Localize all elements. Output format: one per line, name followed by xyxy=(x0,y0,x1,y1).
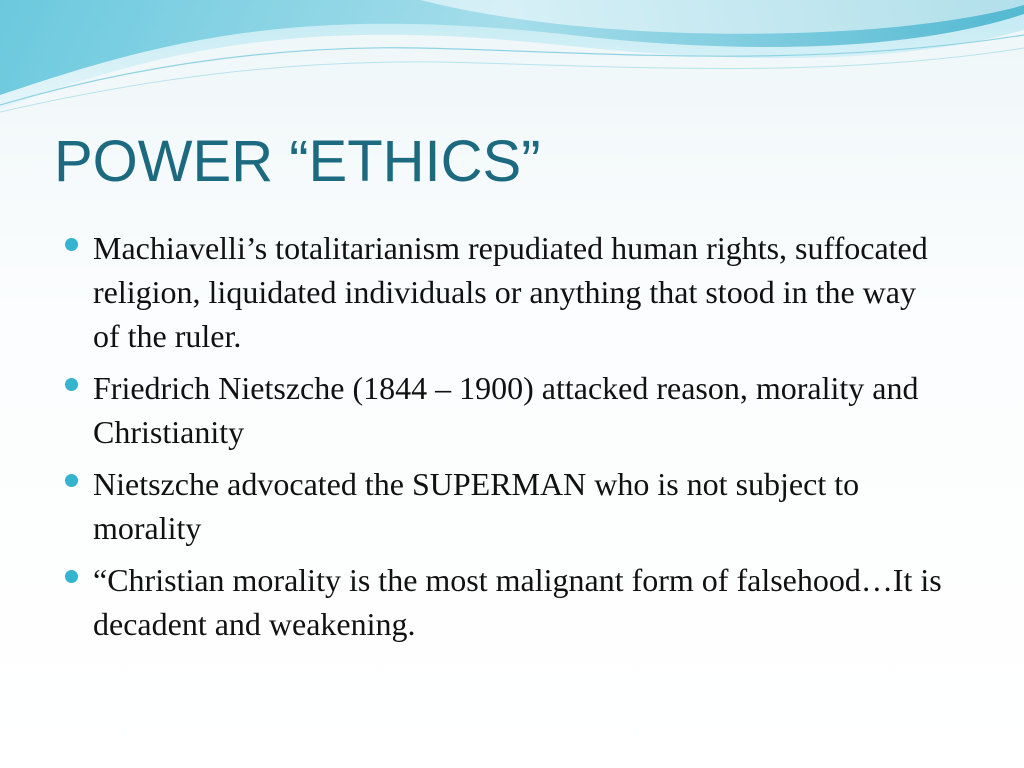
bullet-list xyxy=(62,226,942,654)
bullet-text: Machiavelli’s totalitarianism repudiated human rights, suffocated religion, liquidated individuals or anything that stood in the way of the ruler. xyxy=(93,230,928,354)
slide-title: POWER “ETHICS” xyxy=(54,129,541,194)
bullet-item-1 xyxy=(62,226,942,358)
bullet-text: Friedrich Nietszche (1844 – 1900) attacked reason, morality and Christianity xyxy=(93,370,919,450)
bullet-icon xyxy=(65,378,78,391)
bullet-item-2 xyxy=(62,366,942,454)
bullet-text: Nietszche advocated the SUPERMAN who is not subject to morality xyxy=(93,466,860,546)
bullet-icon xyxy=(65,570,78,583)
bullet-item-4 xyxy=(62,558,942,646)
header-wave-decoration xyxy=(0,0,1024,130)
bullet-icon xyxy=(65,474,78,487)
bullet-icon xyxy=(65,238,78,251)
bullet-item-3 xyxy=(62,462,942,550)
bullet-text: “Christian morality is the most malignant form of falsehood…It is decadent and weakening. xyxy=(93,562,942,642)
